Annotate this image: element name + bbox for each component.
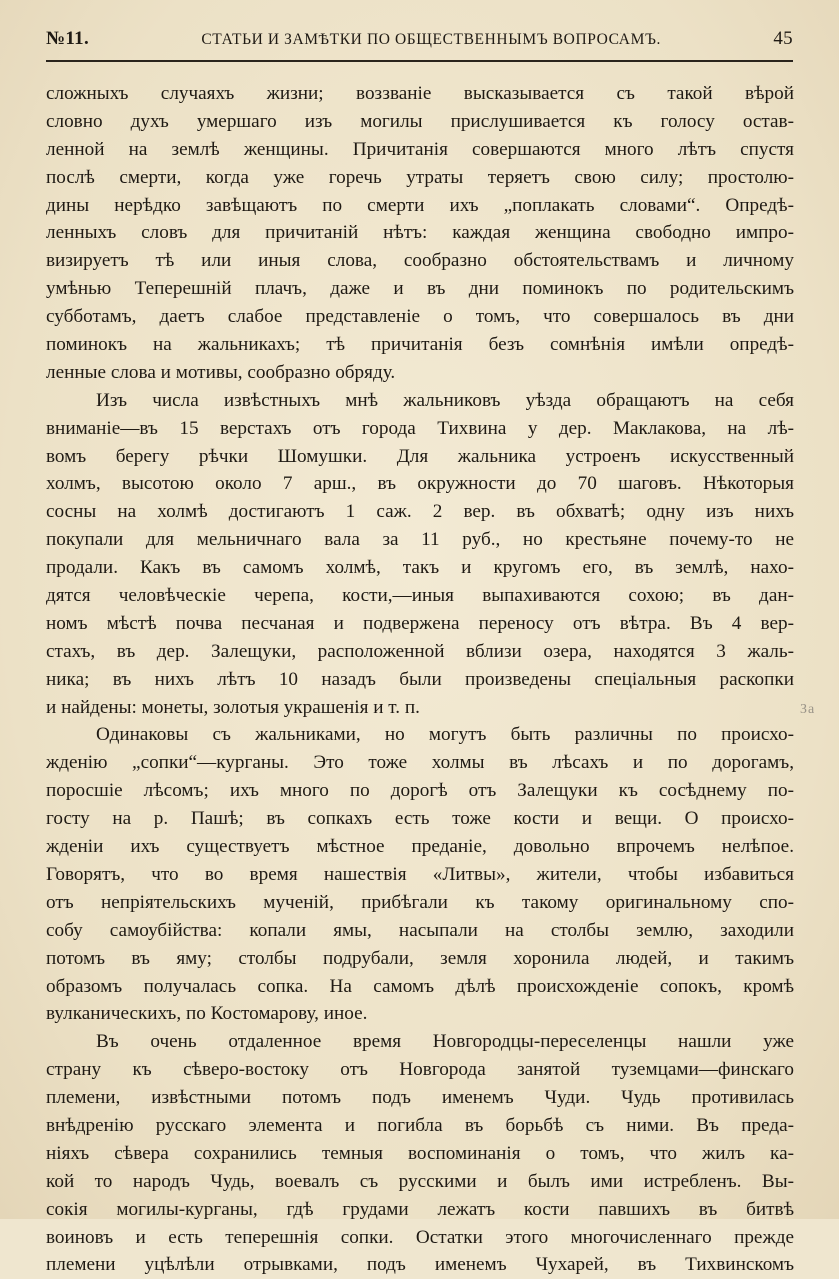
text-line: сокія могилы-курганы, гдѣ грудами лежатъ кости павшихъ въ битвѣ bbox=[46, 1198, 794, 1220]
text-line: внѣдренію русскаго элемента и погибла въ борьбѣ съ ними. Въ преда- bbox=[46, 1114, 794, 1136]
text-line: ніяхъ сѣвера сохранились темныя воспоминанія о томъ, что жилъ ка- bbox=[46, 1142, 794, 1164]
text-line: образомъ получалась сопка. На самомъ дѣлѣ происхожденіе сопокъ, кромѣ bbox=[46, 975, 794, 997]
article-body bbox=[46, 80, 794, 1279]
text-line: Изъ числа извѣстныхъ мнѣ жальниковъ уѣзда обращаютъ на себя bbox=[96, 389, 794, 411]
text-line: стахъ, въ дер. Залещуки, расположенной вблизи озера, находятся 3 жаль- bbox=[46, 640, 794, 662]
text-line: племени, извѣстными потомъ подъ именемъ Чуди. Чудь противилась bbox=[46, 1087, 794, 1109]
text-line: словно духъ умершаго изъ могилы прислушивается къ голосу остав- bbox=[46, 110, 794, 132]
text-line: жденіи ихъ существуетъ мѣстное преданіе, довольно впрочемъ нелѣпое. bbox=[46, 836, 794, 858]
text-line: продали. Какъ въ самомъ холмѣ, такъ и кругомъ его, въ землѣ, нахо- bbox=[46, 557, 794, 579]
text-line: дятся человѣческіе черепа, кости,—иныя выпахиваются сохою; въ дан- bbox=[46, 585, 794, 607]
text-line: поминокъ на жальникахъ; тѣ причитанія безъ сомнѣнія имѣли опредѣ- bbox=[46, 334, 794, 356]
text-line: собу самоубійства: копали ямы, насыпали на столбы землю, заходили bbox=[46, 919, 794, 941]
text-line: холмъ, высотою около 7 арш., въ окружности до 70 шаговъ. Нѣкоторыя bbox=[46, 473, 794, 495]
section-title: СТАТЬИ И ЗАМѢТКИ ПО ОБЩЕСТВЕННЫМЪ ВОПРОСАМЪ. bbox=[201, 31, 662, 48]
text-line: ленныхъ словъ для причитаній нѣтъ: каждая женщина свободно импро- bbox=[46, 222, 794, 244]
text-line: номъ мѣстѣ почва песчаная и подвержена переносу отъ вѣтра. Въ 4 вер- bbox=[46, 612, 794, 634]
text-line: племени уцѣлѣли отрывками, подъ именемъ Чухарей, въ Тихвинскомъ bbox=[46, 1254, 794, 1276]
header-rule bbox=[46, 60, 793, 62]
text-line: ленной на землѣ женщины. Причитанія совершаются много лѣтъ спустя bbox=[46, 138, 794, 160]
text-line: умѣнью Теперешній плачъ, даже и въ дни поминокъ по родительскимъ bbox=[46, 278, 794, 300]
margin-note: За bbox=[800, 702, 816, 717]
text-line: вомъ берегу рѣчки Шомушки. Для жальника устроенъ искусственный bbox=[46, 445, 794, 467]
text-line: визируетъ тѣ или иныя слова, сообразно обстоятельствамъ и личному bbox=[46, 250, 794, 272]
text-line: дины нерѣдко завѣщаютъ по смерти ихъ „поплакать словами“. Опредѣ- bbox=[46, 194, 794, 216]
running-header bbox=[46, 28, 793, 58]
text-line: госту на р. Пашѣ; въ сопкахъ есть тоже кости и вещи. О происхо- bbox=[46, 808, 794, 830]
text-line: ленные слова и мотивы, сообразно обряду. bbox=[46, 361, 396, 383]
page-number: 45 bbox=[773, 28, 793, 49]
text-line: вулканическихъ, по Костомарову, иное. bbox=[46, 1003, 368, 1025]
text-line: ника; въ нихъ лѣтъ 10 назадъ были произведены спеціальныя раскопки bbox=[46, 668, 794, 690]
text-line: жденію „сопки“—курганы. Это тоже холмы въ лѣсахъ и по дорогамъ, bbox=[46, 752, 794, 774]
text-line: Одинаковы съ жальниками, но могутъ быть различны по происхо- bbox=[96, 724, 794, 746]
text-line: поросшіе лѣсомъ; ихъ много по дорогѣ отъ Залещуки къ сосѣднему по- bbox=[46, 780, 794, 802]
text-line: Говорятъ, что во время нашествія «Литвы», жители, чтобы избавиться bbox=[46, 863, 794, 885]
text-line: кой то народъ Чудь, воевалъ съ русскими и былъ ими истребленъ. Вы- bbox=[46, 1170, 794, 1192]
text-line: сосны на холмѣ достигаютъ 1 саж. 2 вер. въ обхватѣ; одну изъ нихъ bbox=[46, 501, 794, 523]
text-line: потомъ въ яму; столбы подрубали, земля хоронила людей, и такимъ bbox=[46, 947, 794, 969]
text-line: сложныхъ случаяхъ жизни; воззваніе высказывается съ такой вѣрой bbox=[46, 83, 794, 104]
text-line: страну къ сѣверо-востоку отъ Новгорода занятой туземцами—финскаго bbox=[46, 1059, 794, 1081]
issue-number: №11. bbox=[46, 28, 89, 49]
text-line: отъ непріятельскихъ мученій, прибѣгали къ такому оригинальному спо- bbox=[46, 891, 794, 913]
text-line: послѣ смерти, когда уже горечь утраты теряетъ свою силу; простолю- bbox=[46, 166, 794, 188]
text-line: покупали для мельничнаго вала за 11 руб., но крестьяне почему-то не bbox=[46, 529, 794, 551]
text-line: субботамъ, даетъ слабое представленіе о томъ, что совершалось въ дни bbox=[46, 306, 794, 328]
text-line: и найдены: монеты, золотыя украшенія и т. п. bbox=[46, 696, 420, 718]
text-line: Въ очень отдаленное время Новгородцы-переселенцы нашли уже bbox=[96, 1031, 794, 1053]
text-line: вниманіе—въ 15 верстахъ отъ города Тихвина у дер. Маклакова, на лѣ- bbox=[46, 417, 794, 439]
text-line: воиновъ и есть теперешнія сопки. Остатки этого многочисленнаго прежде bbox=[46, 1226, 794, 1248]
